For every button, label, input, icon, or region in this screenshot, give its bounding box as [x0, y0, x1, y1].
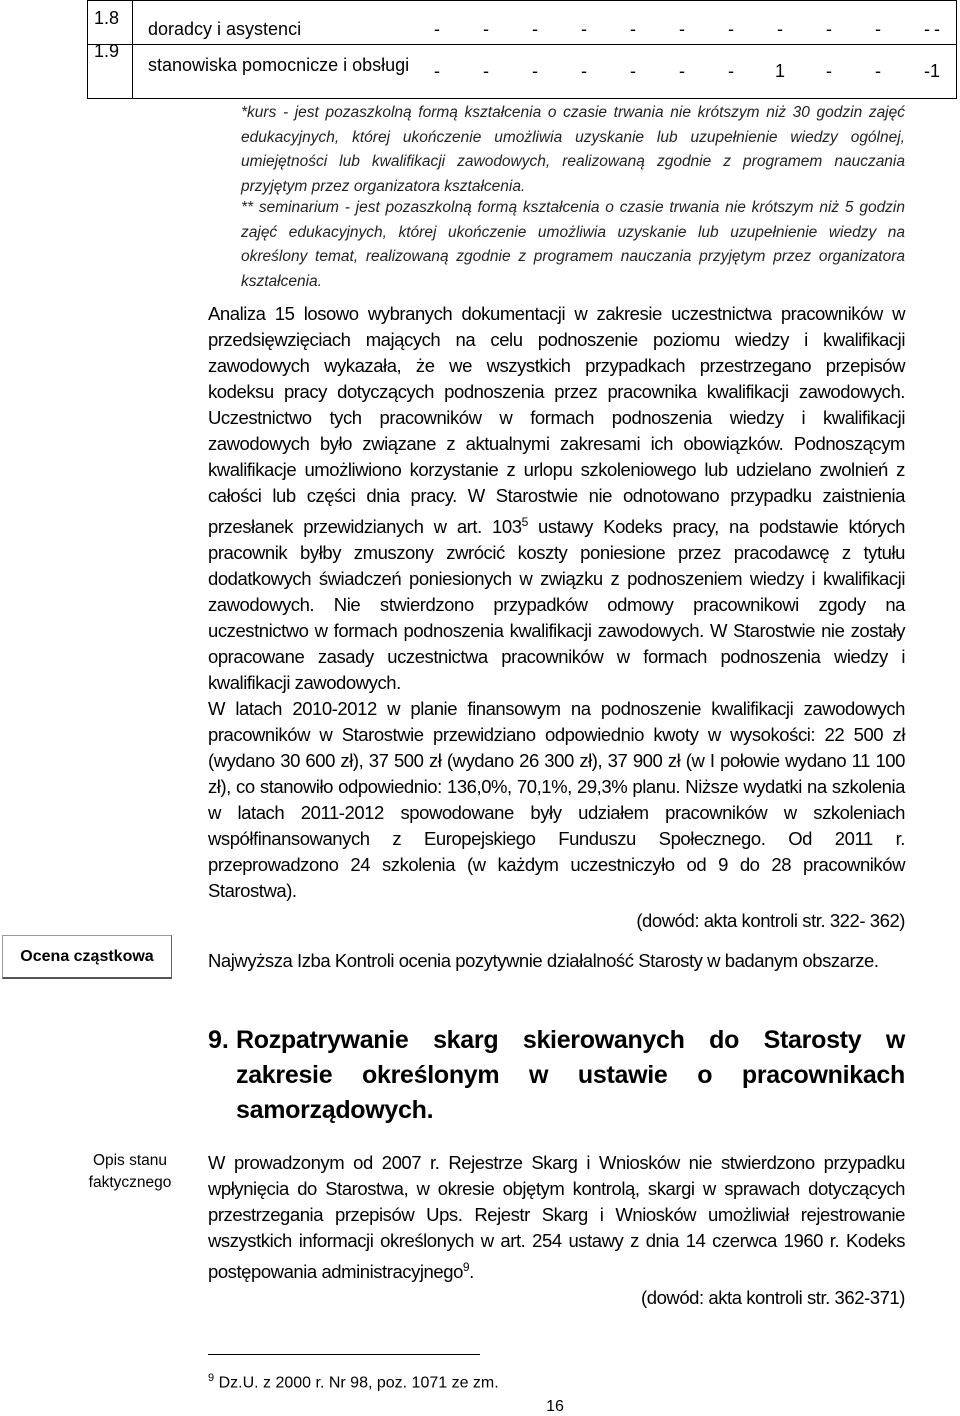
evidence-note: (dowód: akta kontroli str. 322- 362)	[636, 910, 905, 932]
text-run: .	[469, 1261, 474, 1283]
section-heading	[208, 1023, 905, 1128]
superscript: 5	[521, 515, 528, 529]
row-total: -	[934, 19, 940, 39]
ocena-label: Ocena cząstkowa	[2, 935, 172, 979]
table-cell: 1	[774, 61, 785, 81]
table-cell: -	[826, 61, 832, 81]
table-cell: -	[532, 61, 538, 81]
main-text	[208, 301, 905, 934]
text-run: Analiza 15 losowo wybranych dokumentacji w zakresie uczestnictwa pracowników w przedsięwzięciach mających na celu podnoszenie poziomu wiedzy i kwalifikacji zawodowych wykazała, że we wszystkich przypadkach przestrzegano przepisów kodeksu pracy dotyczących podnoszenia przez pracownika kwalifikacji zawodowych. Uczestnictwo tych pracowników w formach podnoszenia wiedzy i kwalifikacji zawodowych było związane z aktualnymi zakresami ich obowiązków. Podnoszącym kwalifikacje umożliwiono korzystanie z urlopu szkoleniowego lub udzielano zwolnień z całości lub części dnia pracy. W Starostwie nie odnotowano przypadku zaistnienia przesłanek przewidzianych w art. 103	[208, 303, 905, 538]
footnote-text: Dz.U. z 2000 r. Nr 98, poz. 1071 ze zm.	[214, 1374, 499, 1392]
footnote-mark: 9	[208, 1372, 215, 1384]
table-cell: -	[483, 61, 489, 81]
paragraph: Najwyższa Izba Kontroli ocenia pozytywnie działalność Starosty w badanym obszarze.	[208, 950, 879, 971]
paragraph	[208, 1150, 905, 1285]
table-cell: -	[679, 61, 685, 81]
table-cell: -	[630, 61, 636, 81]
note-kurs: *kurs - jest pozaszkolną formą kształcenia o czasie trwania nie krótszym niż 30 godzin zajęć edukacyjnych, której ukończenie umożliwia uzyskanie lub uzupełnienie wiedzy ogólnej, umiejętności lub kwalifikacji zawodowych, realizowaną zgodnie z programem nauczania przyjętym przez organizatora kształcenia.	[241, 104, 905, 195]
row-total: 1	[929, 61, 940, 81]
table-cell: -	[581, 19, 587, 39]
evidence-note: (dowód: akta kontroli str. 362-371)	[641, 1287, 905, 1309]
note-seminarium: ** seminarium - jest pozaszkolną formą kształcenia o czasie trwania nie krótszym niż 5 godzin zajęć edukacyjnych, której ukończenie umożliwia uzyskanie lub uzupełnienie wiedzy na określony temat, realizowaną zgodnie z programem nauczania przyjętym przez organizatora kształcenia.	[241, 199, 905, 290]
table-cell: -	[924, 19, 930, 39]
ocena-text	[208, 948, 905, 974]
staff-table	[87, 0, 957, 99]
table-cell: -	[728, 61, 734, 81]
row-label: doradcy i asystenci	[148, 19, 302, 39]
section-title: Rozpatrywanie skarg skierowanych do Starosty w zakresie określonym w ustawie o pracownikach samorządowych.	[236, 1026, 905, 1124]
footnote	[208, 1372, 499, 1392]
text-run: W prowadzonym od 2007 r. Rejestrze Skarg i Wniosków nie stwierdzono przypadku wpłynięcia do Starostwa, w okresie objętym kontrolą, skargi w sprawach dotyczących przestrzegania przepisów Ups. Rejestr Skarg i Wniosków umożliwiał rejestrowanie wszystkich informacji określonych w art. 254 ustawy z dnia 14 czerwca 1960 r. Kodeks postępowania administracyjnego	[208, 1152, 905, 1283]
table-cell: -	[826, 19, 832, 39]
superscript: 9	[462, 1260, 470, 1274]
table-cell: -	[924, 61, 930, 81]
table-divider	[132, 1, 133, 98]
table-cell: -	[875, 19, 881, 39]
table-cell: -	[728, 19, 734, 39]
row-number: 1.9	[94, 41, 120, 61]
opis-label: Opis stanu faktycznego	[88, 1152, 172, 1191]
table-cell: -	[679, 19, 685, 39]
footnote-separator	[208, 1354, 480, 1355]
text-run: ustawy Kodeks pracy, na podstawie których pracownik byłby zmuszony zwrócić koszty poniesione przez pracodawcę z tytułu dodatkowych świadczeń poniesionych w związku z podnoszeniem wiedzy i kwalifikacji zawodowych. Nie stwierdzono przypadków odmowy pracownikowi zgody na uczestnictwo w formach podnoszenia kwalifikacji zawodowych. W Starostwie nie zostały opracowane zasady uczestnictwa pracowników w formach podnoszenia wiedzy i kwalifikacji zawodowych.	[208, 516, 905, 694]
table-cell: -	[434, 61, 440, 81]
table-cell: -	[777, 19, 783, 39]
table-cell: -	[434, 19, 440, 39]
table-cell: -	[581, 61, 587, 81]
table-cell: -	[483, 19, 489, 39]
row-values	[422, 19, 942, 39]
page-number: 16	[546, 1398, 564, 1415]
paragraph	[208, 301, 905, 696]
table-cell: -	[630, 19, 636, 39]
row-values	[422, 61, 942, 81]
row-label: stanowiska pomocnicze i obsługi	[148, 55, 410, 75]
opis-text	[208, 1150, 905, 1311]
table-divider	[88, 44, 956, 45]
table-cell: -	[875, 61, 881, 81]
table-cell: -	[532, 19, 538, 39]
section-number: 9.	[208, 1026, 229, 1054]
paragraph: W latach 2010-2012 w planie finansowym na podnoszenie kwalifikacji zawodowych pracowników w Starostwie przewidziano odpowiednio kwoty w wysokości: 22 500 zł (wydano 30 600 zł), 37 500 zł (wydano 26 300 zł), 37 900 zł (w I połowie wydano 11 100 zł), co stanowiło odpowiednio: 136,0%, 70,1%, 29,3% planu. Niższe wydatki na szkolenia w latach 2011-2012 spowodowane były udziałem pracowników w szkoleniach współfinansowanych z Europejskiego Funduszu Społecznego. Od 2011 r. przeprowadzono 24 szkolenia (w każdym uczestniczyło od 9 do 28 pracowników Starostwa).	[208, 698, 905, 902]
row-number: 1.8	[94, 8, 120, 28]
